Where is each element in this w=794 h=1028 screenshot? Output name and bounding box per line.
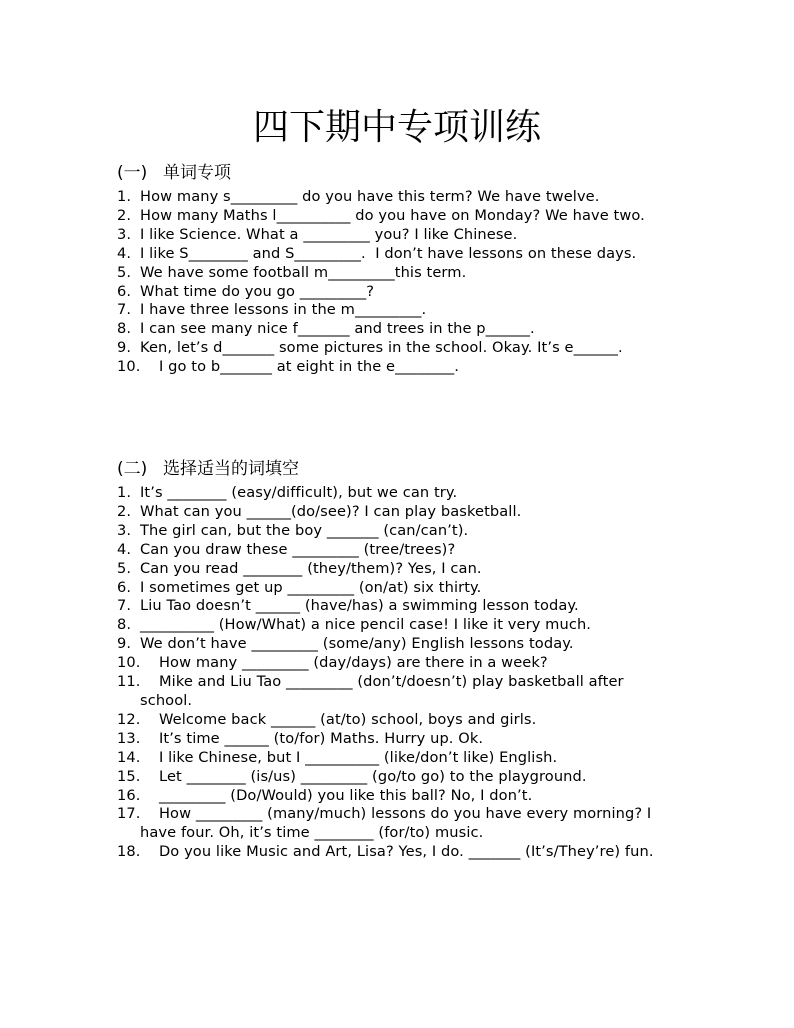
section-2-index: (二)	[117, 459, 148, 479]
question-item	[117, 768, 677, 787]
question-item	[117, 787, 677, 806]
question-item	[117, 654, 677, 673]
section-1-heading	[117, 162, 231, 184]
question-text: How _________ (many/much) lessons do you have every morning? I have four. Oh, it’s time ________ (for/to) music.	[140, 805, 657, 842]
question-text: How many s_________ do you have this term? We have twelve.	[140, 188, 600, 205]
question-item	[117, 616, 677, 635]
question-number: 9.	[117, 635, 132, 653]
question-item	[117, 188, 677, 207]
question-text: Mike and Liu Tao _________ (don’t/doesn’t) play basketball after school.	[140, 673, 629, 709]
question-item	[117, 339, 677, 358]
section-2-title: 选择适当的词填空	[163, 459, 299, 479]
question-text: I have three lessons in the m_________.	[140, 301, 427, 319]
question-text: _________ (Do/Would) you like this ball? No, I don’t.	[140, 786, 533, 804]
question-item	[117, 579, 677, 598]
question-number: 6.	[117, 282, 132, 300]
question-number: 17.	[117, 805, 141, 823]
question-item	[117, 522, 677, 541]
question-number: 11.	[117, 673, 141, 691]
question-item	[117, 541, 677, 560]
page-title: 四下期中专项训练	[252, 107, 541, 148]
question-item	[117, 749, 677, 768]
question-number: 3.	[117, 225, 132, 243]
question-number: 1.	[117, 484, 132, 501]
question-number: 9.	[117, 339, 132, 357]
question-text: I like Science. What a _________ you? I like Chinese.	[140, 225, 518, 243]
question-item	[117, 503, 677, 522]
question-text: We have some football m_________this term.	[140, 263, 467, 281]
question-text: Welcome back ______ (at/to) school, boys and girls.	[140, 710, 537, 728]
question-text: I like Chinese, but I __________ (like/don’t like) English.	[140, 748, 558, 766]
question-text: I go to b_______ at eight in the e________.	[140, 358, 460, 376]
question-text: Can you read ________ (they/them)? Yes, I can.	[140, 559, 482, 577]
question-number: 8.	[117, 616, 132, 634]
question-number: 3.	[117, 521, 132, 539]
question-text: Ken, let’s d_______ some pictures in the school. Okay. It’s e______.	[140, 339, 623, 357]
question-number: 5.	[117, 559, 132, 577]
question-number: 4.	[117, 244, 132, 262]
question-text: I like S________ and S_________. I don’t have lessons on these days.	[140, 244, 637, 262]
question-item	[117, 207, 677, 226]
question-text: How many Maths l__________ do you have on Monday? We have two.	[140, 206, 645, 224]
question-number: 2.	[117, 502, 132, 520]
question-item	[117, 597, 677, 616]
section-1-index: (一)	[117, 163, 148, 183]
question-number: 7.	[117, 301, 132, 319]
question-number: 5.	[117, 263, 132, 281]
question-text: What time do you go _________?	[140, 282, 375, 300]
question-item	[117, 730, 677, 749]
question-text: I can see many nice f_______ and trees in the p______.	[140, 320, 535, 338]
question-number: 10.	[117, 358, 141, 376]
question-text: The girl can, but the boy _______ (can/can’t).	[140, 521, 469, 539]
question-item	[117, 358, 677, 377]
question-text: Liu Tao doesn’t ______ (have/has) a swimming lesson today.	[140, 597, 579, 615]
question-text: We don’t have _________ (some/any) English lessons today.	[140, 635, 574, 653]
question-text: Can you draw these _________ (tree/trees)?	[140, 540, 456, 558]
question-number: 6.	[117, 578, 132, 596]
section-2-list	[117, 484, 677, 862]
question-text: How many _________ (day/days) are there in a week?	[140, 654, 548, 672]
question-text: It’s ________ (easy/difficult), but we can try.	[140, 484, 458, 501]
question-text: Let ________ (is/us) _________ (go/to go) to the playground.	[140, 767, 587, 785]
question-item	[117, 843, 677, 862]
question-number: 14.	[117, 748, 141, 766]
question-number: 16.	[117, 786, 141, 804]
question-item	[117, 226, 677, 245]
question-number: 8.	[117, 320, 132, 338]
question-item	[117, 635, 677, 654]
question-number: 12.	[117, 710, 141, 728]
question-item	[117, 560, 677, 579]
question-number: 4.	[117, 540, 132, 558]
question-item	[117, 805, 677, 843]
question-text: __________ (How/What) a nice pencil case! I like it very much.	[140, 616, 592, 634]
question-number: 18.	[117, 843, 141, 861]
question-number: 2.	[117, 206, 132, 224]
question-item	[117, 673, 677, 711]
question-item	[117, 264, 677, 283]
question-item	[117, 283, 677, 302]
question-text: I sometimes get up _________ (on/at) six thirty.	[140, 578, 482, 596]
question-item	[117, 320, 677, 339]
question-item	[117, 484, 677, 503]
question-number: 10.	[117, 654, 141, 672]
question-text: Do you like Music and Art, Lisa? Yes, I do. _______ (It’s/They’re) fun.	[140, 843, 654, 861]
question-text: It’s time ______ (to/for) Maths. Hurry up. Ok.	[140, 729, 484, 747]
section-2-heading	[117, 458, 299, 480]
section-1-list	[117, 188, 677, 377]
question-item	[117, 711, 677, 730]
question-number: 1.	[117, 188, 132, 205]
section-1-title: 单词专项	[163, 163, 231, 183]
question-number: 13.	[117, 729, 141, 747]
question-item	[117, 301, 677, 320]
question-number: 15.	[117, 767, 141, 785]
question-number: 7.	[117, 597, 132, 615]
question-item	[117, 245, 677, 264]
question-text: What can you ______(do/see)? I can play basketball.	[140, 502, 522, 520]
